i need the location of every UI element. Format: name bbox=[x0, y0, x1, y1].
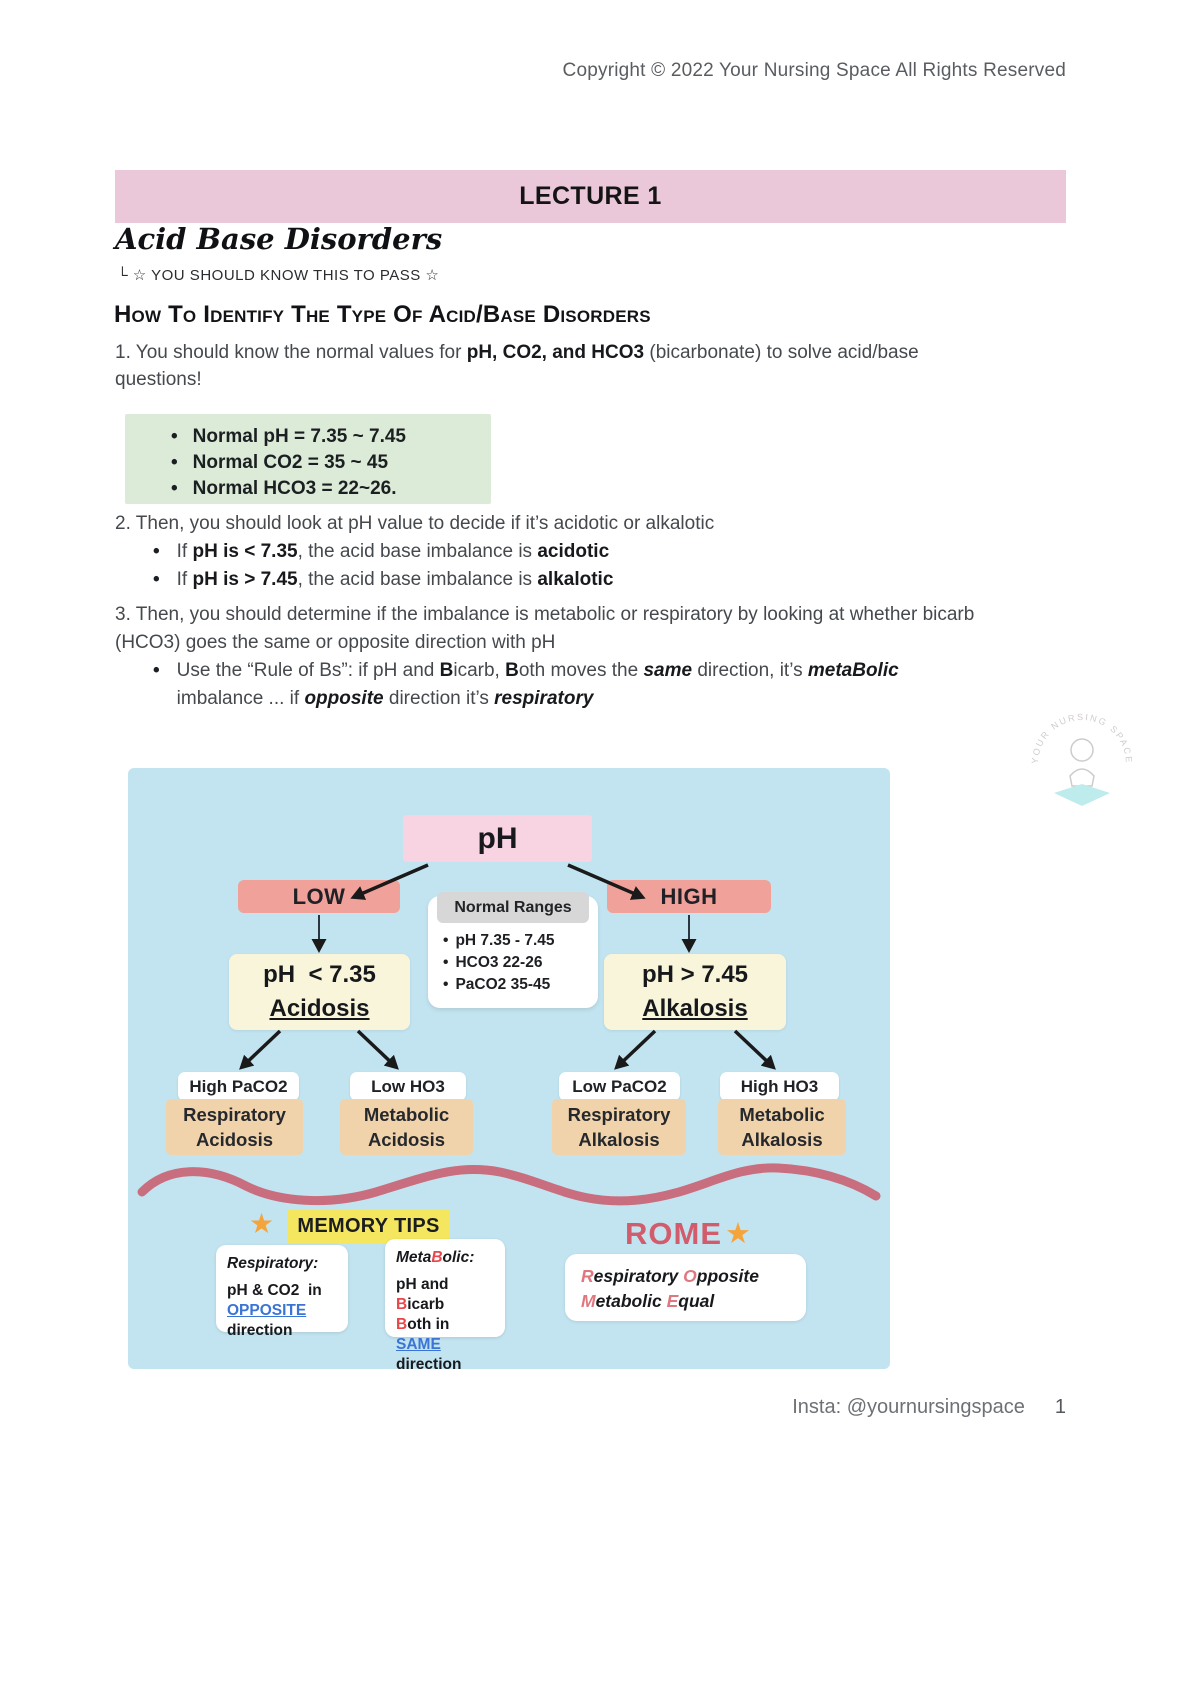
branch-label-high-ho3: High HO3 bbox=[720, 1072, 839, 1101]
result-line: Acidosis bbox=[195, 1129, 274, 1150]
nursing-space-watermark-logo bbox=[1026, 698, 1138, 822]
arrow-alkalosis-to-resp bbox=[617, 1031, 655, 1067]
memory-tip-metabolic: MetaBolic: pH and Bicarb Both in SAME direction bbox=[385, 1239, 505, 1337]
normal-value-item: • Normal CO2 = 35 ~ 45 bbox=[125, 450, 491, 476]
watermark-figure-head bbox=[1071, 739, 1093, 761]
branch-label-high-paco2: High PaCO2 bbox=[178, 1072, 299, 1101]
footer-insta: Insta: @yournursingspace bbox=[792, 1396, 1025, 1418]
result-line: Alkalosis bbox=[741, 1129, 823, 1150]
lecture-banner-title: LECTURE 1 bbox=[519, 182, 662, 210]
rome-title: ROME bbox=[625, 1216, 722, 1251]
memory-tips-badge: MEMORY TIPS bbox=[287, 1210, 450, 1243]
memory-tip-respiratory: Respiratory: pH & CO2 in OPPOSITE direction bbox=[216, 1245, 348, 1332]
step3-section bbox=[115, 601, 1015, 713]
result-respiratory-acidosis bbox=[166, 1099, 303, 1155]
arrow-alkalosis-to-met bbox=[735, 1031, 773, 1067]
step2-bullet-alkalotic bbox=[115, 566, 714, 594]
step2-bullet-acidotic bbox=[115, 538, 714, 566]
star-icon: ★ bbox=[725, 1217, 751, 1250]
step2-section bbox=[115, 510, 714, 594]
acidosis-node bbox=[229, 954, 410, 1030]
result-respiratory-alkalosis bbox=[552, 1099, 686, 1155]
star-icon: ★ bbox=[249, 1208, 275, 1239]
normal-ranges-item: • HCO3 22-26 bbox=[428, 952, 598, 974]
branch-label-low-ho3: Low HO3 bbox=[350, 1072, 466, 1101]
result-line: Alkalosis bbox=[578, 1129, 660, 1150]
result-line: Respiratory bbox=[567, 1104, 671, 1125]
ph-node: pH bbox=[403, 815, 592, 862]
arrow-acidosis-to-met bbox=[358, 1031, 396, 1067]
watermark-figure-body bbox=[1070, 769, 1094, 786]
result-line: Metabolic bbox=[739, 1104, 825, 1125]
page-footer bbox=[792, 1396, 1066, 1419]
acid-base-flowchart bbox=[128, 768, 890, 1373]
step2-bullet-text: • If pH is < 7.35, the acid base imbalance is acidotic bbox=[176, 541, 610, 562]
step2-bullet-text: • If pH is > 7.45, the acid base imbalance is alkalotic bbox=[176, 569, 614, 590]
alkalosis-value: pH > 7.45 bbox=[641, 961, 749, 988]
normal-values-box bbox=[125, 414, 491, 504]
result-line: Respiratory bbox=[183, 1104, 286, 1125]
acidosis-label: Acidosis bbox=[269, 995, 370, 1022]
alkalosis-label: Alkalosis bbox=[642, 995, 748, 1022]
normal-ranges-item: • pH 7.35 - 7.45 bbox=[428, 930, 598, 952]
watermark-text: YOUR NURSING SPACE bbox=[1029, 711, 1135, 765]
copyright-text: Copyright © 2022 Your Nursing Space All Rights Reserved bbox=[562, 60, 1066, 81]
page-title: Acid Base Disorders bbox=[115, 222, 443, 256]
low-node: LOW bbox=[238, 880, 400, 913]
rome-card: Respiratory Opposite Metabolic Equal bbox=[565, 1254, 806, 1321]
result-metabolic-alkalosis bbox=[718, 1099, 846, 1155]
step3-intro: 3. Then, you should determine if the imbalance is metabolic or respiratory by looking at whether bicarb (HCO3) goes the same or opposite direction with pH bbox=[115, 604, 975, 653]
rule-of-bs-bullet bbox=[115, 657, 1015, 713]
rule-of-bs-text: • Use the “Rule of Bs”: if pH and Bicarb, Both moves the same direction, it’s metaBolic imbalance ... if opposite direction it’s respiratory bbox=[176, 660, 899, 709]
normal-ranges-item: • PaCO2 35-45 bbox=[428, 974, 598, 996]
result-line: Acidosis bbox=[367, 1129, 446, 1150]
handwritten-note: └ ☆ YOU SHOULD KNOW THIS TO PASS ☆ bbox=[117, 267, 440, 284]
acidosis-value: pH < 7.35 bbox=[263, 961, 376, 988]
result-line: Metabolic bbox=[363, 1104, 450, 1125]
normal-ranges-title: Normal Ranges bbox=[437, 892, 589, 923]
intro-paragraph: 1. You should know the normal values for pH, CO2, and HCO3 (bicarbonate) to solve acid/base questions! bbox=[115, 342, 919, 390]
lecture-banner bbox=[115, 170, 1066, 223]
footer-page-number: 1 bbox=[1054, 1396, 1066, 1418]
arrow-acidosis-to-resp bbox=[242, 1031, 280, 1067]
rome-heading bbox=[625, 1216, 751, 1252]
watermark-book bbox=[1054, 784, 1110, 806]
wavy-divider bbox=[142, 1168, 876, 1201]
normal-ranges-card bbox=[428, 896, 598, 1008]
alkalosis-node bbox=[604, 954, 786, 1030]
result-metabolic-acidosis bbox=[340, 1099, 473, 1155]
normal-value-item: • Normal HCO3 = 22~26. bbox=[125, 476, 491, 502]
high-node: HIGH bbox=[607, 880, 771, 913]
step2-intro: 2. Then, you should look at pH value to decide if it’s acidotic or alkalotic bbox=[115, 513, 715, 534]
normal-value-item: • Normal pH = 7.35 ~ 7.45 bbox=[125, 424, 491, 450]
branch-label-low-paco2: Low PaCO2 bbox=[559, 1072, 680, 1101]
section-heading: How To Identify The Type Of Acid/Base Disorders bbox=[114, 301, 651, 328]
